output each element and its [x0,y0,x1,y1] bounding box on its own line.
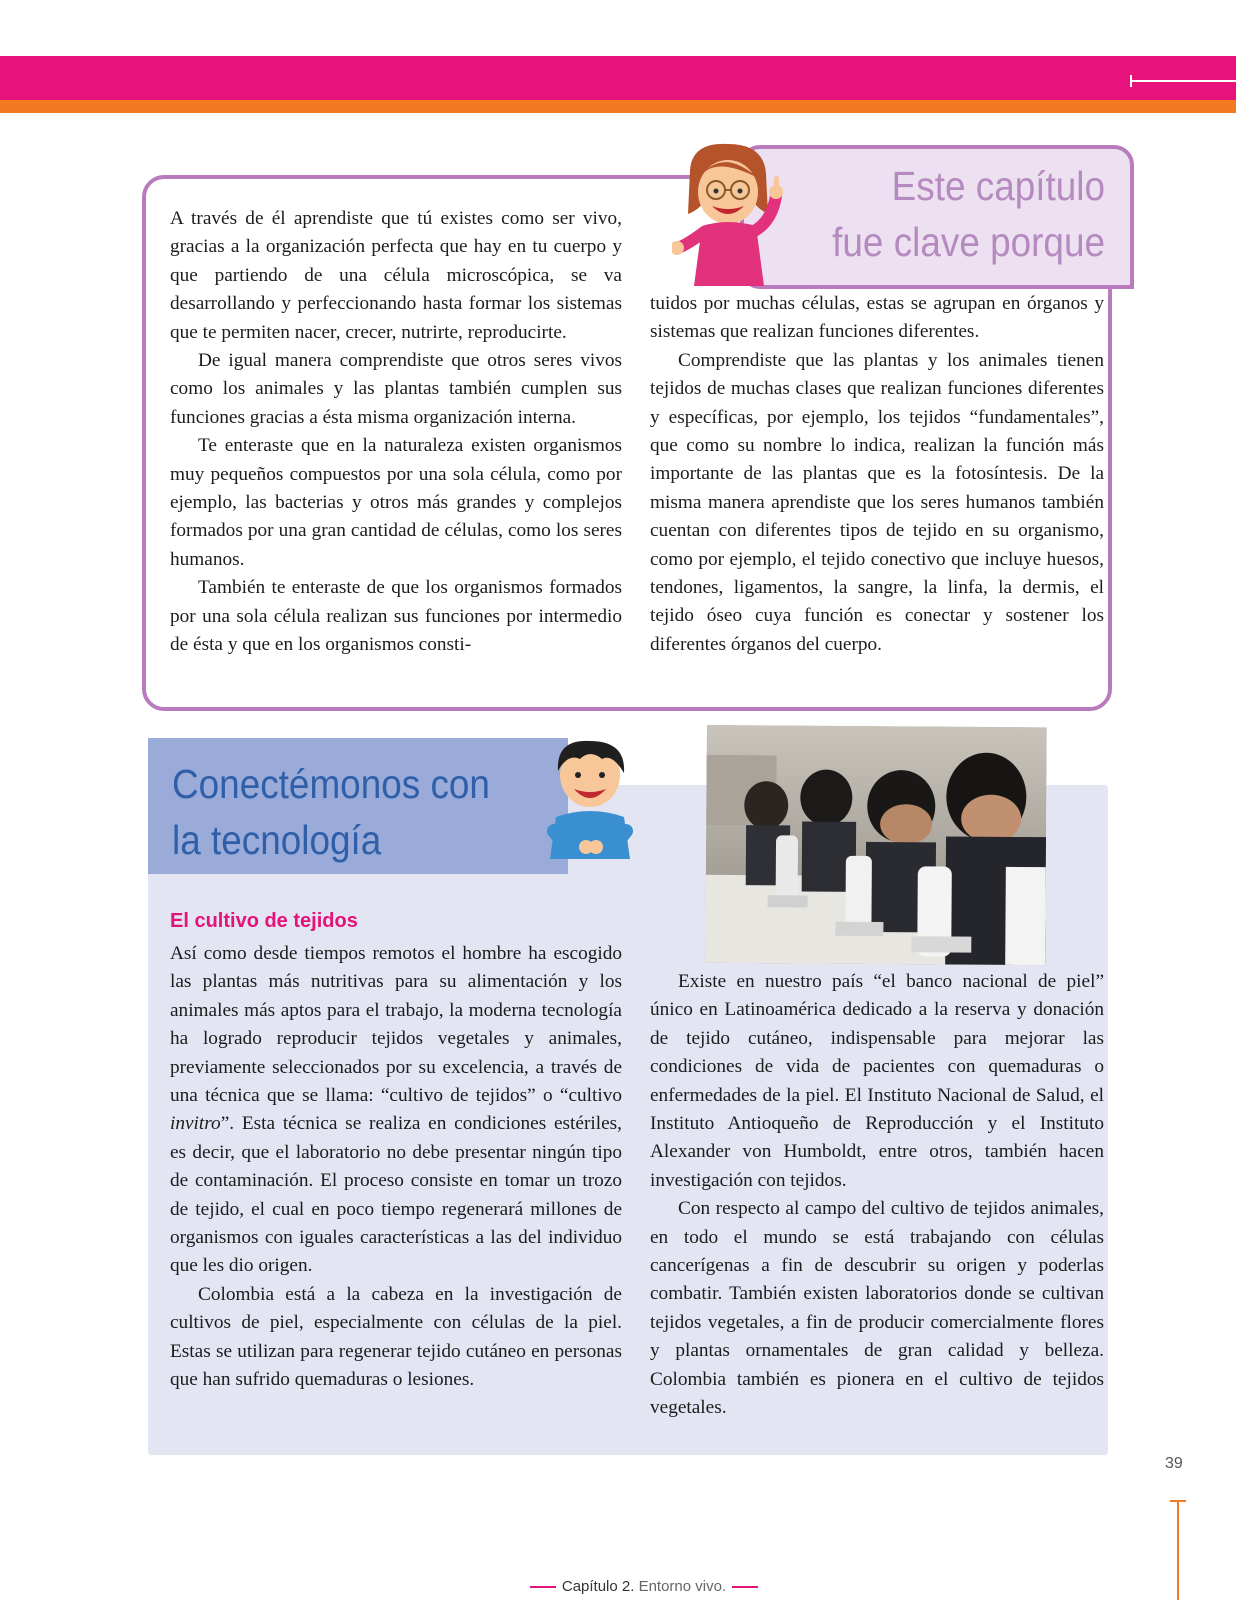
summary-paragraph: tuidos por muchas células, estas se agrupan en órganos y sistemas que realizan funciones diferentes. [650,293,1104,343]
technology-text: ”. Esta técnica se realiza en condiciones estériles, es decir, que el laboratorio no debe presentar ningún tipo de contaminación. El proceso consiste en tomar un trozo de tejido, el cual en poco tiempo regenerará millones de organismos con iguales características a las del individuo que les dio origen. [170,1113,622,1277]
summary-paragraph: A través de él aprendiste que tú existes como ser vivo, gracias a la organización perfecta que hay en tu cuerpo y que partiendo de una célula microscópica, se va desarrollando y perfeccionando hasta formar los sistemas que te permiten nacer, crecer, nutrirte, reproducirte. [170,208,622,343]
girl-illustration [672,140,790,290]
page-number: 39 [1165,1455,1183,1472]
summary-paragraph: Comprendiste que las plantas y los animales tienen tejidos de muchas clases que realizan funciones diferentes y específicas, por ejemplo, los tejidos “fundamentales”, que como su nombre lo indica, realizan la función más importante de las plantas que es la fotosíntesis. De la misma manera aprendiste que los seres humanos también cuentan con diferentes tipos de tejido en su organismo, como por ejemplo, el tejido conectivo que incluye huesos, tendones, ligamentos, la sangre, la linfa, la dermis, el tejido óseo cuya función es conectar y sostener los diferentes órganos del cuerpo. [650,349,1104,655]
technology-paragraph: Con respecto al campo del cultivo de tejidos animales, en todo el mundo se está trabajando con células cancerígenas a fin de descubrir su origen y poderlas combatir. También existen laboratorios donde se cultivan tejidos vegetales, a fin de producir comercialmente flores y plantas ornamentales de gran calidad y belleza. Colombia también es pionera en el cultivo de tejidos vegetales. [650,1198,1104,1419]
summary-right-column [650,290,1104,659]
header-rule [1130,80,1236,82]
summary-paragraph: También te enteraste de que los organismos formados por una sola célula realizan sus funciones por intermedio de ésta y que en los organismos consti- [170,577,622,656]
technology-left-column [170,940,622,1395]
summary-title-line1: Este capítulo [891,163,1105,209]
summary-paragraph: De igual manera comprendiste que otros seres vivos como los animales y las plantas también cumplen sus funciones gracias a ésta misma organización interna. [170,350,622,428]
students-microscopes-photo [705,725,1047,965]
technology-title [172,756,532,868]
header-rule-tick [1130,75,1132,87]
technology-italic-term: invitro [170,1113,221,1135]
technology-text: Así como desde tiempos remotos el hombre ha escogido las plantas más nutritivas para su alimentación y los animales más aptos para el trabajo, la moderna tecnología ha logrado reproducir tejidos vegetales y animales, previamente seleccionados por su excelencia, a través de una técnica que se llama: “cultivo de tejidos” o “cultivo [170,943,622,1107]
header-orange-band [0,100,1236,113]
technology-paragraph [170,940,622,1281]
footer-chapter-name: Entorno vivo. [638,1578,727,1595]
technology-title-line2: la tecnología [172,817,382,863]
section-subheading: El cultivo de tejidos [170,910,358,932]
footer-dash-left [530,1586,556,1588]
header-pink-band [0,56,1236,100]
summary-title [804,158,1106,270]
summary-left-column [170,205,622,660]
summary-title-line2: fue clave porque [832,219,1105,265]
technology-paragraph: Colombia está a la cabeza en la investigación de cultivos de piel, especialmente con células de la piel. Estas se utilizan para regenerar tejido cutáneo en personas que han sufrido quemaduras o lesiones. [170,1283,622,1391]
boy-illustration [540,735,640,883]
technology-title-line1: Conectémonos con [172,761,490,807]
footer-chapter: Capítulo 2. [561,1578,635,1595]
side-rule [1177,1502,1179,1600]
footer-dash-right [732,1586,758,1588]
technology-right-column [650,968,1104,1423]
summary-paragraph: Te enteraste que en la naturaleza existen organismos muy pequeños compuestos por una sola célula, como por ejemplo, las bacterias y otros más grandes y complejos formados por una gran cantidad de células, como los seres humanos. [170,435,622,570]
footer [514,1578,774,1595]
technology-paragraph: Existe en nuestro país “el banco nacional de piel” único en Latinoamérica dedicado a la reserva y donación de tejido cutáneo, indispensable para mejorar las condiciones de vida de pacientes con quemaduras o enfermedades de la piel. El Instituto Nacional de Salud, el Instituto Antioqueño de Reproducción y el Instituto Alexander von Humboldt, entre otros, también hacen investigación con tejidos. [650,971,1104,1191]
